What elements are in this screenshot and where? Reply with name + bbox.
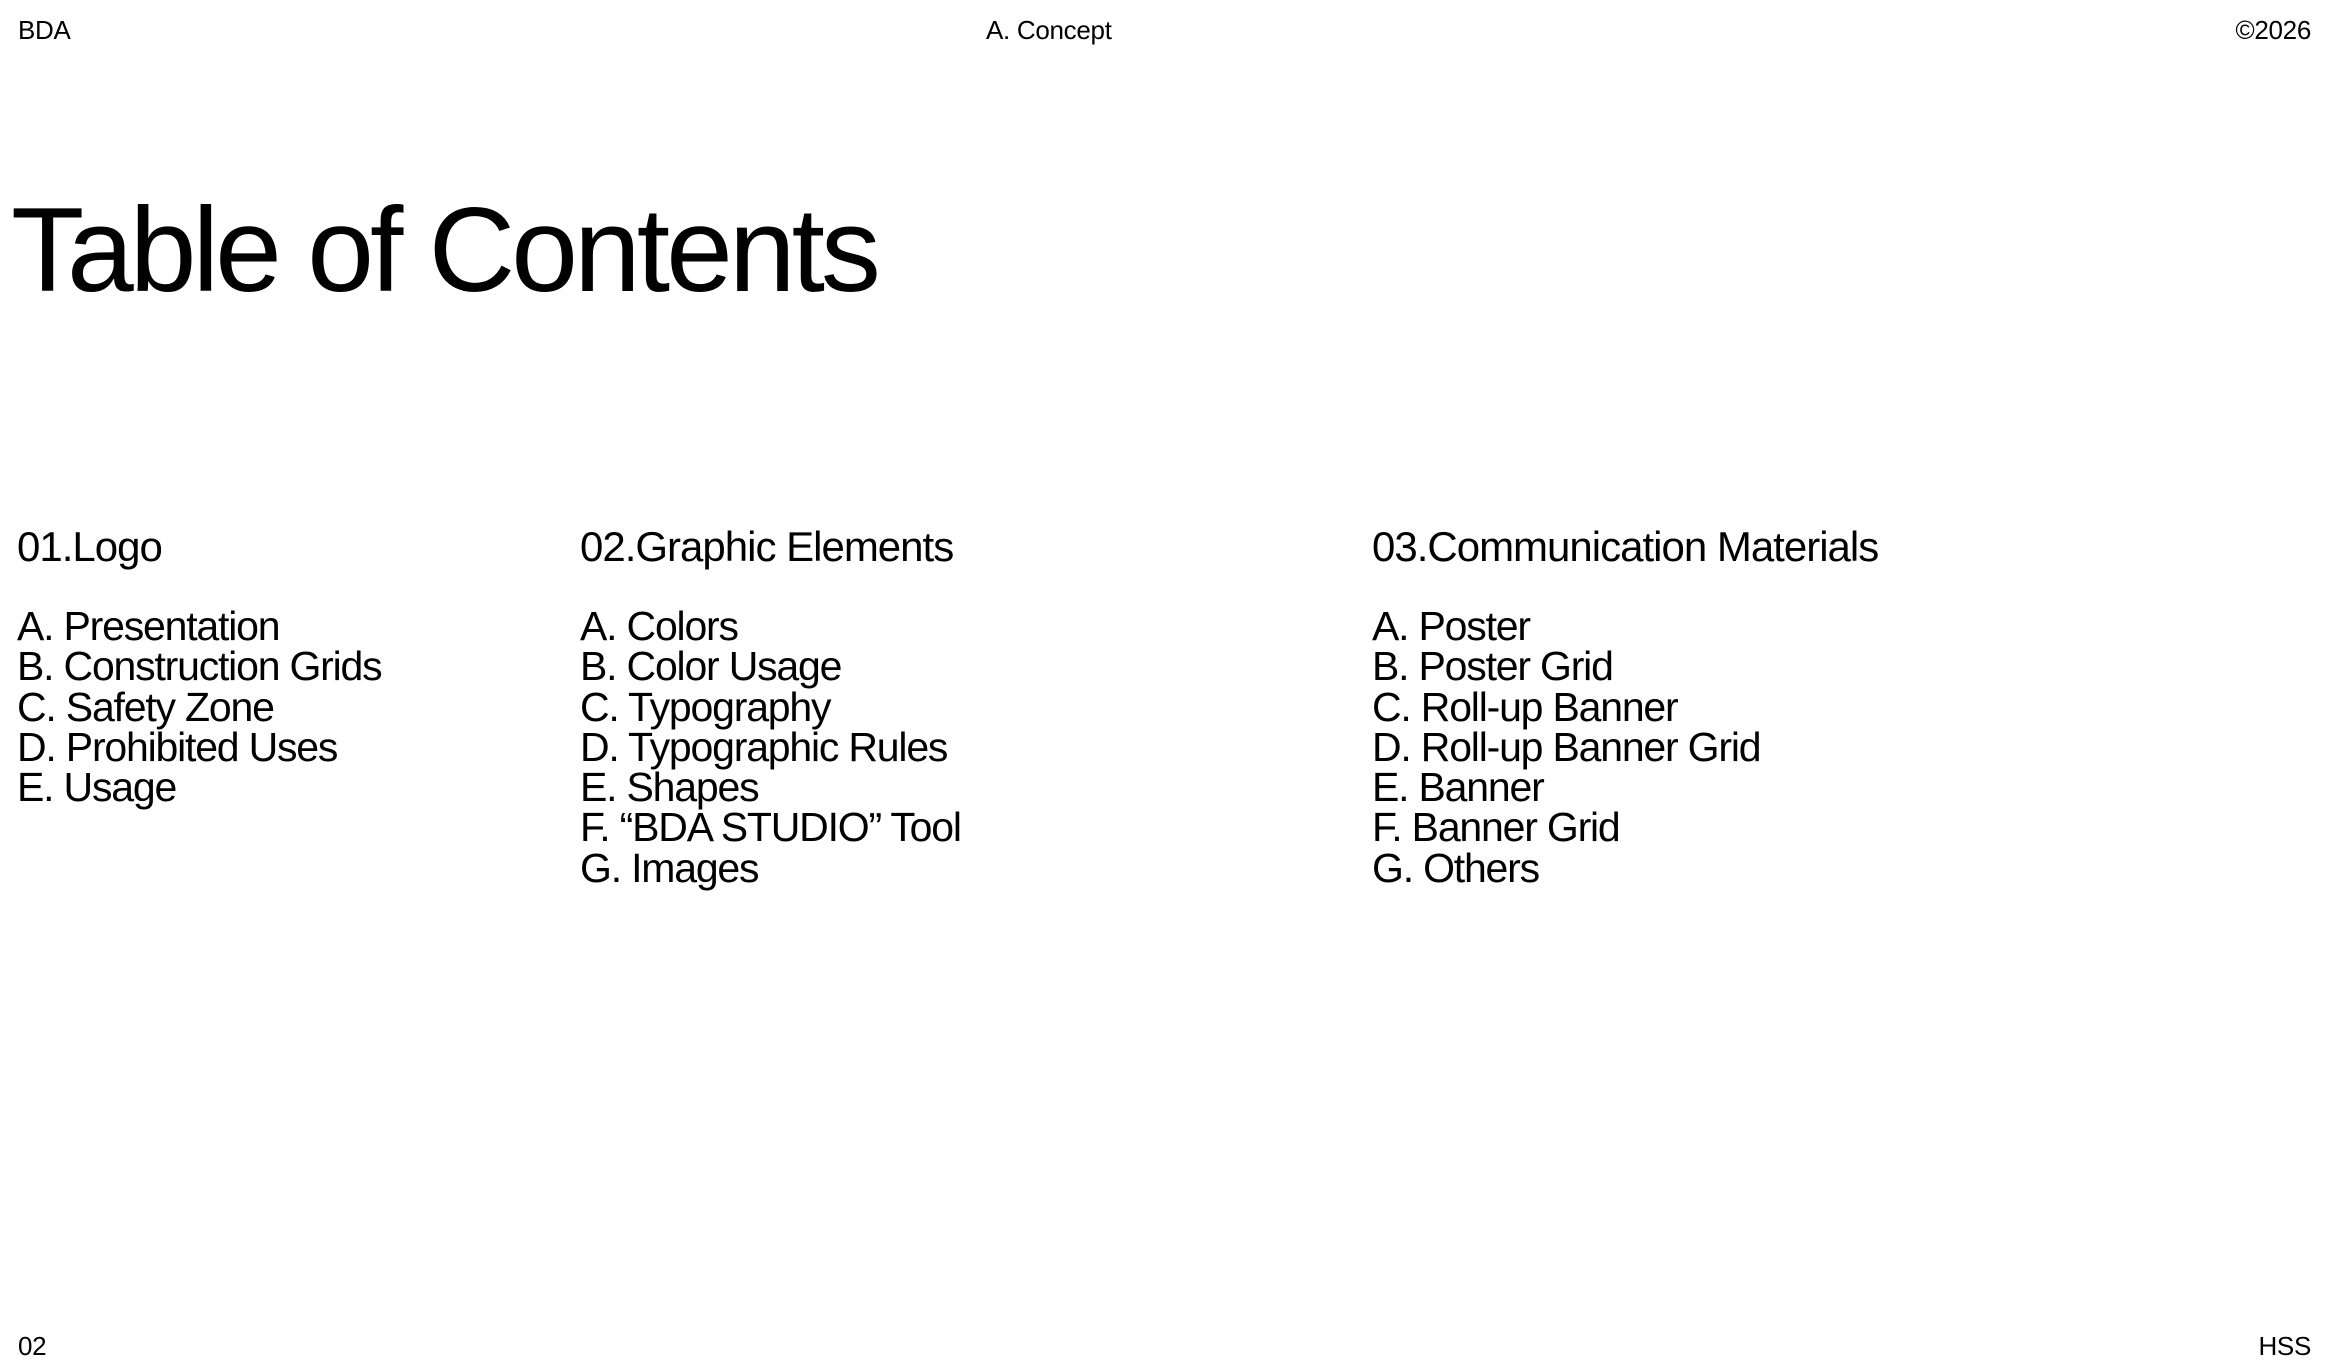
author-initials: HSS [2258,1331,2311,1361]
page-number: 02 [18,1331,47,1361]
list-item: D. Roll-up Banner Grid [1372,723,1761,770]
page-title: Table of Contents [11,183,877,317]
brand-label: BDA [18,15,71,45]
section-item-list [17,603,382,811]
list-item: B. Color Usage [580,643,842,690]
section-graphic-elements [580,522,961,891]
list-item: A. Poster [1372,603,1530,649]
list-item: E. Shapes [580,764,759,811]
list-item: C. Roll-up Banner [1372,683,1678,730]
list-item: G. Others [1372,844,1539,891]
section-heading: 02.Graphic Elements [580,523,954,570]
list-item: D. Typographic Rules [580,723,948,770]
list-item: F. “BDA STUDIO” Tool [580,804,961,851]
list-item: C. Typography [580,683,831,730]
section-heading: 03.Communication Materials [1372,523,1879,570]
list-item: G. Images [580,844,759,891]
section-logo [17,522,382,811]
copyright-label: ©2026 [2235,15,2311,45]
list-item: C. Safety Zone [17,683,274,730]
list-item: A. Presentation [17,603,280,649]
section-communication-materials [1372,522,1879,891]
list-item: B. Construction Grids [17,643,382,690]
list-item: E. Banner [1372,764,1544,811]
list-item: F. Banner Grid [1372,804,1620,851]
section-item-list [1372,603,1878,891]
list-item: D. Prohibited Uses [17,723,338,770]
list-item: B. Poster Grid [1372,643,1613,690]
list-item: A. Colors [580,603,738,649]
list-item: E. Usage [17,764,177,811]
section-heading: 01.Logo [17,523,162,570]
section-item-list [580,603,961,891]
chapter-label: A. Concept [986,15,1112,45]
